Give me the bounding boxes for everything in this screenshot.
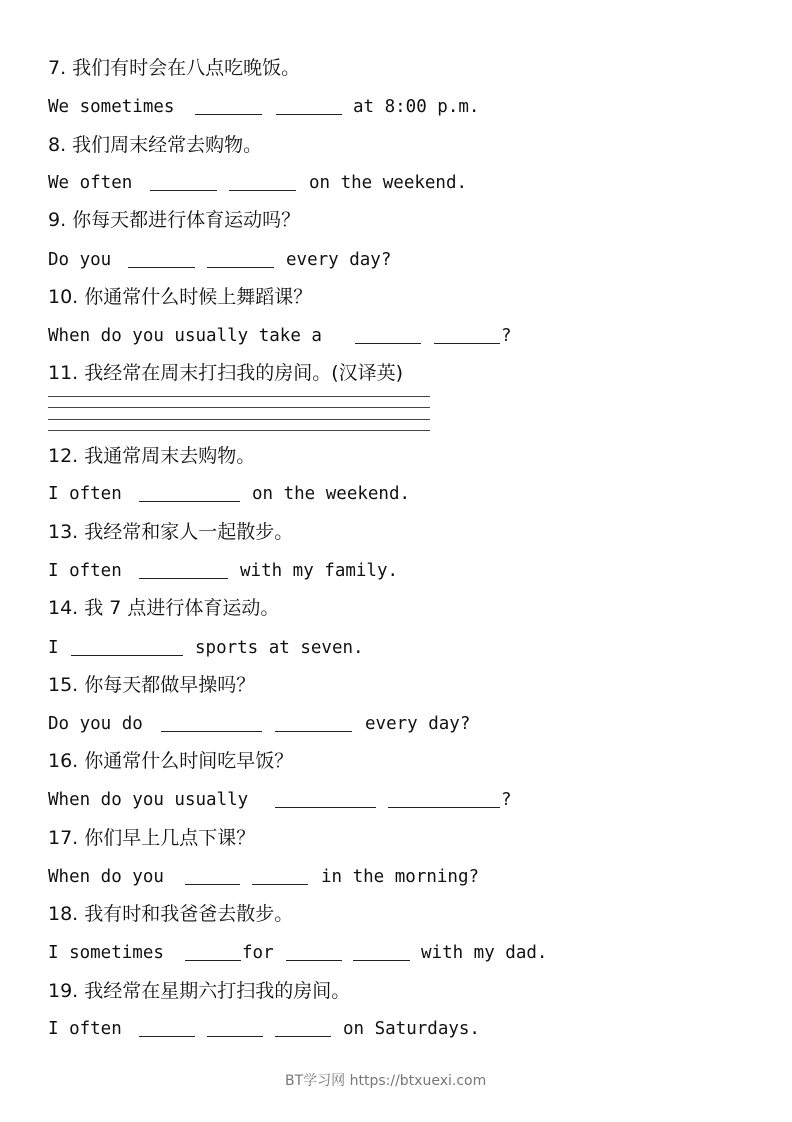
answer-blank[interactable] xyxy=(128,267,195,268)
writing-line[interactable] xyxy=(48,419,430,420)
answer-blank[interactable] xyxy=(353,960,410,961)
answer-blank[interactable] xyxy=(207,267,274,268)
question-19-prompt: 19. 我经常在星期六打扫我的房间。 xyxy=(48,980,351,1002)
question-12-text-end: on the weekend. xyxy=(252,484,411,504)
question-10-text-end: ? xyxy=(501,326,512,346)
answer-blank[interactable] xyxy=(207,1036,263,1037)
question-15-prompt: 15. 你每天都做早操吗？ xyxy=(48,674,256,696)
question-15-text-end: every day? xyxy=(365,714,471,734)
question-19-text-end: on Saturdays. xyxy=(343,1019,480,1039)
question-13-text-end: with my family. xyxy=(240,561,399,581)
answer-blank[interactable] xyxy=(139,1036,195,1037)
question-8-text-end: on the weekend. xyxy=(309,173,468,193)
writing-line[interactable] xyxy=(48,407,430,408)
answer-blank[interactable] xyxy=(139,578,228,579)
answer-blank[interactable] xyxy=(355,343,421,344)
question-14-text: I xyxy=(48,638,59,658)
answer-blank[interactable] xyxy=(161,731,262,732)
answer-blank[interactable] xyxy=(229,190,296,191)
question-18-prompt: 18. 我有时和我爸爸去散步。 xyxy=(48,903,294,925)
question-17-prompt: 17. 你们早上几点下课？ xyxy=(48,827,256,849)
answer-blank[interactable] xyxy=(286,960,342,961)
answer-blank[interactable] xyxy=(195,114,262,115)
question-14-prompt: 14. 我 7 点进行体育运动。 xyxy=(48,597,280,619)
answer-blank[interactable] xyxy=(150,190,217,191)
question-7-text: We sometimes xyxy=(48,97,175,117)
answer-blank[interactable] xyxy=(275,731,352,732)
question-9-prompt: 9. 你每天都进行体育运动吗？ xyxy=(48,209,301,231)
question-10-prompt: 10. 你通常什么时候上舞蹈课？ xyxy=(48,286,313,308)
answer-blank[interactable] xyxy=(276,114,342,115)
question-7-text-end: at 8:00 p.m. xyxy=(353,97,480,117)
answer-blank[interactable] xyxy=(185,884,240,885)
question-17-text: When do you xyxy=(48,867,164,887)
question-16-text: When do you usually xyxy=(48,790,249,810)
question-9-text-end: every day? xyxy=(286,250,392,270)
question-16-text-end: ? xyxy=(501,790,512,810)
question-15-text: Do you do xyxy=(48,714,143,734)
writing-line[interactable] xyxy=(48,396,430,397)
answer-blank[interactable] xyxy=(275,1036,331,1037)
question-17-text-end: in the morning? xyxy=(321,867,480,887)
question-9-text: Do you xyxy=(48,250,112,270)
question-8-prompt: 8. 我们周末经常去购物。 xyxy=(48,134,263,156)
question-18-text: I sometimes xyxy=(48,943,164,963)
question-10-text: When do you usually take a xyxy=(48,326,322,346)
question-13-text: I often xyxy=(48,561,122,581)
answer-blank[interactable] xyxy=(252,884,308,885)
question-12-prompt: 12. 我通常周末去购物。 xyxy=(48,445,256,467)
answer-blank[interactable] xyxy=(139,501,240,502)
answer-blank[interactable] xyxy=(275,807,376,808)
question-7-prompt: 7. 我们有时会在八点吃晚饭。 xyxy=(48,57,301,79)
question-13-prompt: 13. 我经常和家人一起散步。 xyxy=(48,521,294,543)
question-16-prompt: 16. 你通常什么时间吃早饭？ xyxy=(48,750,294,772)
answer-blank[interactable] xyxy=(388,807,500,808)
footer-watermark: BT学习网 https://btxuexi.com xyxy=(285,1073,487,1089)
question-11-prompt: 11. 我经常在周末打扫我的房间。(汉译英) xyxy=(48,362,404,384)
question-12-text: I often xyxy=(48,484,122,504)
question-8-text: We often xyxy=(48,173,133,193)
question-14-text-end: sports at seven. xyxy=(195,638,364,658)
answer-blank[interactable] xyxy=(434,343,500,344)
question-18-text-end: with my dad. xyxy=(421,943,548,963)
question-19-text: I often xyxy=(48,1019,122,1039)
answer-blank[interactable] xyxy=(71,655,183,656)
writing-line[interactable] xyxy=(48,430,430,431)
answer-blank[interactable] xyxy=(185,960,241,961)
question-18-text-mid: for xyxy=(242,943,274,963)
